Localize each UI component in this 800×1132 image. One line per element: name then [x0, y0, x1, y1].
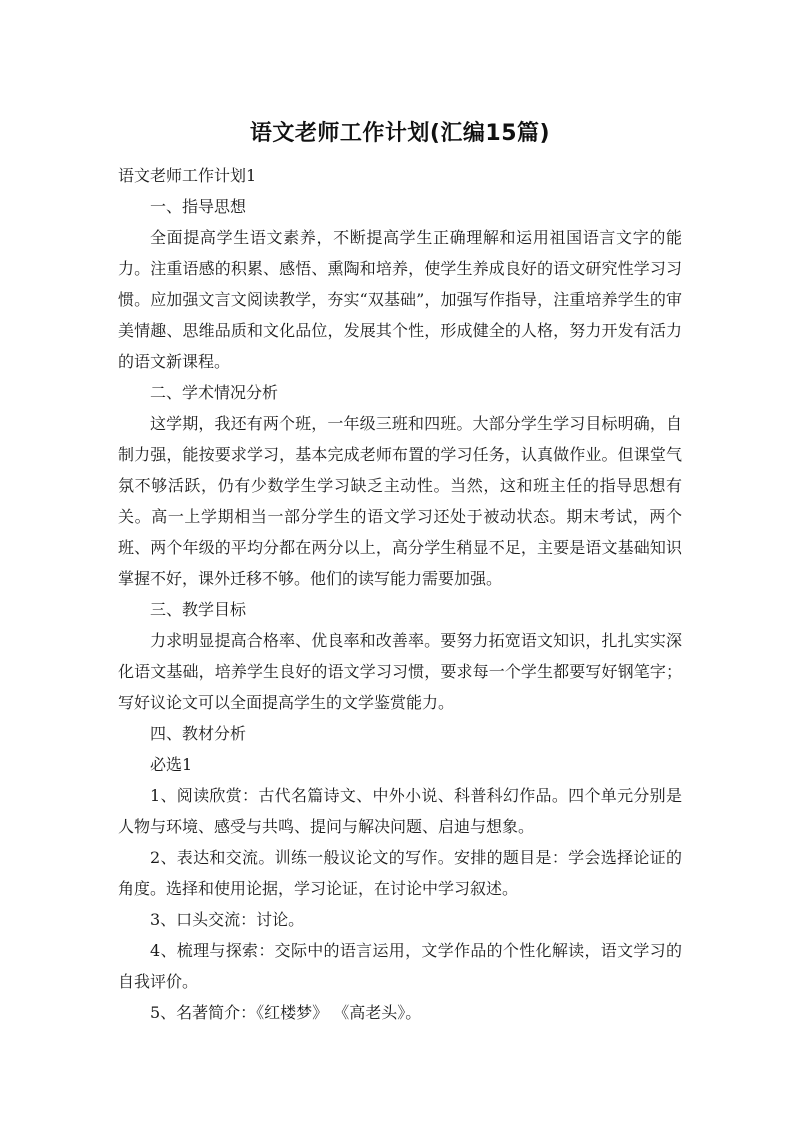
section-heading-textbook-analysis: 四、教材分析 [150, 724, 247, 743]
document-title: 语文老师工作计划(汇编15篇) [249, 121, 551, 146]
document-body [118, 160, 682, 1028]
plan-subtitle: 语文老师工作计划1 [118, 166, 257, 185]
list-item: 5、名著简介：《红楼梦》 《高老头》。 [150, 1003, 422, 1022]
section-heading-academic-analysis: 二、学术情况分析 [150, 383, 279, 402]
section-subheading-required-1: 必选1 [150, 755, 193, 774]
list-item: 1、阅读欣赏：古代名篇诗文、中外小说、科普科幻作品。四个单元分别是人物与环境、感受与共鸣、提问与解决问题、启迪与想象。 [118, 786, 682, 836]
section-heading-guiding-ideology: 一、指导思想 [150, 197, 247, 216]
list-item: 2、表达和交流。训练一般议论文的写作。安排的题目是：学会选择论证的角度。选择和使用论据，学习论证，在讨论中学习叙述。 [118, 848, 682, 898]
section-text-guiding-ideology: 全面提高学生语文素养，不断提高学生正确理解和运用祖国语言文字的能力。注重语感的积累、感悟、熏陶和培养，使学生养成良好的语文研究性学习习惯。应加强文言文阅读教学，夯实“双基础”，加强写作指导，注重培养学生的审美情趣、思维品质和文化品位，发展其个性，形成健全的人格，努力开发有活力的语文新课程。 [118, 228, 682, 371]
section-text-academic-analysis: 这学期，我还有两个班，一年级三班和四班。大部分学生学习目标明确，自制力强，能按要求学习，基本完成老师布置的学习任务，认真做作业。但课堂气氛不够活跃，仍有少数学生学习缺乏主动性。当然，这和班主任的指导思想有关。高一上学期相当一部分学生的语文学习还处于被动状态。期末考试，两个班、两个年级的平均分都在两分以上，高分学生稍显不足，主要是语文基础知识掌握不好，课外迁移不够。他们的读写能力需要加强。 [118, 414, 682, 588]
list-item: 4、梳理与探索：交际中的语言运用，文学作品的个性化解读，语文学习的自我评价。 [118, 941, 682, 991]
section-heading-teaching-goals: 三、教学目标 [150, 600, 247, 619]
section-text-teaching-goals: 力求明显提高合格率、优良率和改善率。要努力拓宽语文知识，扎扎实实深化语文基础，培养学生良好的语文学习习惯，要求每一个学生都要写好钢笔字；写好议论文可以全面提高学生的文学鉴赏能力。 [118, 631, 682, 712]
list-item: 3、口头交流：讨论。 [150, 910, 305, 929]
